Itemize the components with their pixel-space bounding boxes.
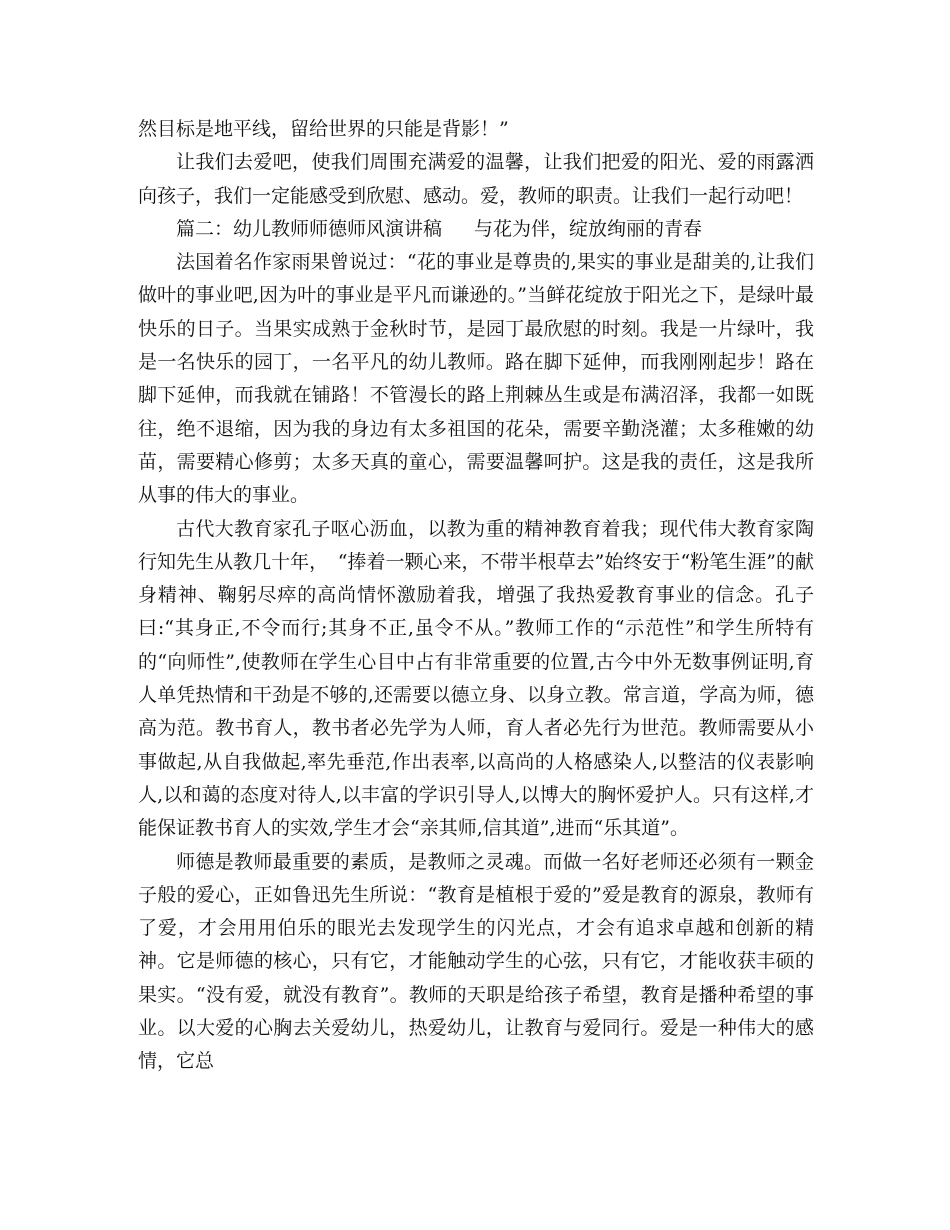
section-heading-subtitle: 与花为伴，绽放绚丽的青春 [474, 217, 703, 240]
document-body [138, 113, 814, 1079]
paragraph-continuation: 然目标是地平线，留给世界的只能是背影！” [138, 118, 509, 140]
paragraph-teacher-ethics: 师德是教师最重要的素质，是教师之灵魂。而做一名好老师还必须有一颗金子般的爱心，正如鲁迅先生所说：“教育是植根于爱的”爱是教育的源泉，教师有了爱，才会用用伯乐的眼光去发现学生的闪光点，才会有追求卓越和创新的精神。它是师德的核心，只有它，才能触动学生的心弦，只有它，才能收获丰硕的果实。“没有爱，就没有教育”。教师的天职是给孩子希望，教育是播种希望的事业。以大爱的心胸去关爱幼儿，热爱幼儿，让教育与爱同行。爱是一种伟大的感情，它总 [138, 850, 814, 1073]
paragraph-hugo-quote: 法国着名作家雨果曾说过：“花的事业是尊贵的,果实的事业是甜美的,让我们做叶的事业吧,因为叶的事业是平凡而谦逊的。”当鲜花绽放于阳光之下，是绿叶最快乐的日子。当果实成熟于金秋时节，是园丁最欣慰的时刻。我是一片绿叶，我是一名快乐的园丁，一名平凡的幼儿教师。路在脚下延伸，而我刚刚起步！路在脚下延伸，而我就在铺路！不管漫长的路上荆棘丛生或是布满沼泽，我都一如既往，绝不退缩，因为我的身边有太多祖国的花朵，需要辛勤浇灌；太多稚嫩的幼苗，需要精心修剪；太多天真的童心，需要温馨呵护。这是我的责任，这是我所从事的伟大的事业。 [138, 251, 814, 507]
section-heading [138, 213, 814, 246]
section-heading-label: 篇二：幼儿教师师德师风演讲稿 [176, 217, 443, 240]
paragraph-confucius: 古代大教育家孔子呕心沥血，以教为重的精神教育着我；现代伟大教育家陶行知先生从教几十年， “捧着一颗心来，不带半根草去”始终安于“粉笔生涯”的献身精神、鞠躬尽瘁的高尚情怀激励着我，增强了我热爱教育事业的信念。孔子曰:“其身正,不令而行;其身不正,虽令不从。”教师工作的“示范性”和学生所特有的“向师性”,使教师在学生心目中占有非常重要的位置,古今中外无数事例证明,育人单凭热情和干劲是不够的,还需要以德立身、以身立教。常言道，学高为师，德高为范。教书育人，教书者必先学为人师，育人者必先行为世范。教师需要从小事做起,从自我做起,率先垂范,作出表率,以高尚的人格感染人,以整洁的仪表影响人,以和蔼的态度对待人,以丰富的学识引导人,以博大的胸怀爱护人。只有这样,才能保证教书育人的实效,学生才会“亲其师,信其道”,进而“乐其道”。 [138, 517, 814, 840]
paragraph-call-to-love: 让我们去爱吧，使我们周围充满爱的温馨，让我们把爱的阳光、爱的雨露洒向孩子，我们一定能感受到欣慰、感动。爱，教师的职责。让我们一起行动吧！ [138, 151, 814, 207]
